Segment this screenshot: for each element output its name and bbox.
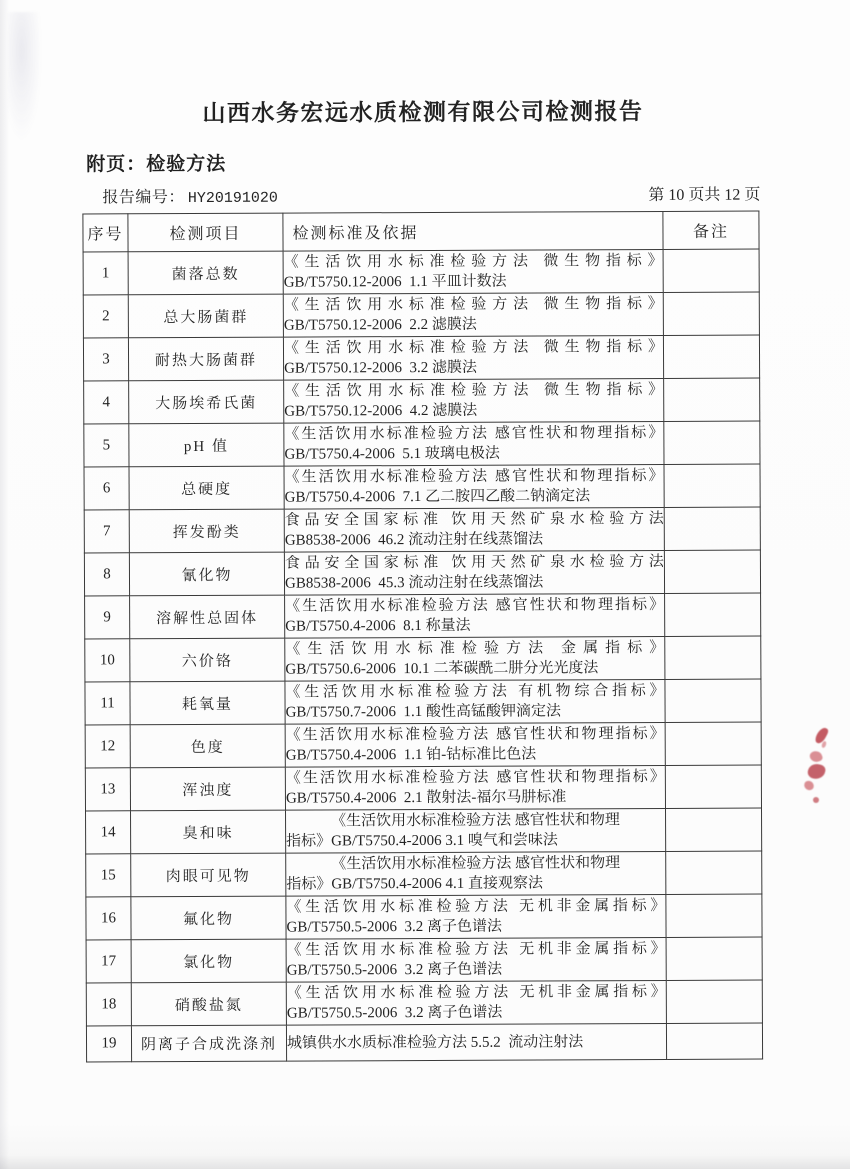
standard-line1: 《生活饮用水标准检验方法 感官性状和物理 (331, 855, 621, 873)
remark-cell (663, 335, 759, 378)
standard-cell (285, 593, 665, 638)
standard-cell (286, 1023, 666, 1061)
page-title: 山西水务宏远水质检测有限公司检测报告 (202, 99, 644, 126)
remark-cell (665, 722, 761, 765)
table-row (84, 464, 760, 510)
standard-line2: 指标》GB/T5750.4-2006 4.1 直接观察法 (286, 875, 544, 893)
standard-cell (284, 550, 664, 595)
test-item-cell: 浑浊度 (130, 767, 285, 811)
standard-line1: 《生活饮用水标准检验方法 感官性状和物理指标》 (285, 768, 665, 787)
standard-cell (284, 507, 664, 552)
standard-cell (286, 851, 666, 896)
column-header-2: 检测标准及依据 (283, 211, 663, 251)
row-number-cell: 1 (83, 252, 128, 295)
test-item-cell: pH 值 (129, 423, 284, 467)
page-indicator: 第 10 页共 12 页 (648, 186, 761, 205)
test-item-cell: 臭和味 (131, 810, 286, 854)
standard-line2: GB8538-2006 46.2 流动注射在线蒸馏法 (284, 531, 544, 549)
remark-cell (665, 593, 761, 636)
standard-line2: GB/T5750.4-2006 1.1 铂-钴标准比色法 (285, 746, 537, 764)
table-row (85, 593, 761, 639)
standard-line2: GB/T5750.6-2006 10.1 二苯碳酰二肼分光光度法 (285, 660, 599, 678)
standard-line2: GB/T5750.5-2006 3.2 离子色谱法 (286, 1004, 503, 1022)
test-item-cell: 氟化物 (131, 896, 286, 940)
test-item-cell: 六价铬 (130, 638, 285, 682)
table-row (83, 335, 759, 381)
standard-line2: GB/T5750.7-2006 1.1 酸性高锰酸钾滴定法 (285, 703, 562, 721)
test-item-cell: 菌落总数 (128, 251, 283, 295)
remark-cell (663, 249, 759, 292)
remark-cell (666, 980, 762, 1023)
row-number-cell: 18 (86, 983, 131, 1026)
table-row (85, 636, 761, 682)
row-number-cell: 14 (86, 811, 131, 854)
test-item-cell: 色度 (130, 724, 285, 768)
remark-cell (666, 851, 762, 894)
table-row (85, 722, 761, 768)
standard-cell (286, 980, 666, 1025)
table-row (83, 292, 759, 338)
row-number-cell: 10 (85, 639, 130, 682)
row-number-cell: 19 (86, 1026, 131, 1062)
standard-cell (283, 292, 663, 337)
row-number-cell: 15 (86, 854, 131, 897)
red-ink-blot (813, 797, 819, 803)
test-item-cell: 耐热大肠菌群 (128, 337, 283, 381)
report-number (102, 184, 278, 208)
standard-line2: GB/T5750.12-2006 2.2 滤膜法 (283, 316, 477, 334)
standard-cell (285, 722, 665, 767)
standard-line2: 指标》GB/T5750.4-2006 3.1 嗅气和尝味法 (286, 832, 558, 850)
row-number-cell: 16 (86, 897, 131, 940)
row-number-cell: 3 (83, 338, 128, 381)
row-number-cell: 6 (84, 467, 129, 510)
table-row (85, 765, 761, 811)
report-number-value: HY20191020 (187, 189, 278, 208)
test-item-cell: 挥发酚类 (129, 509, 284, 553)
standard-line1: 《生活饮用水标准检验方法 感官性状和物理指标》 (284, 424, 664, 443)
row-number-cell: 7 (84, 510, 129, 553)
standard-line1: 食品安全国家标准 饮用天然矿泉水检验方法 (284, 510, 664, 529)
table-row (86, 980, 762, 1026)
standard-cell (285, 636, 665, 681)
standard-line2: GB/T5750.4-2006 7.1 乙二胺四乙酸二钠滴定法 (284, 488, 591, 506)
test-item-cell: 硝酸盐氮 (131, 982, 286, 1026)
row-number-cell: 9 (85, 596, 130, 639)
table-header-row (83, 211, 759, 252)
standard-line1: 城镇供水水质标准检验方法 5.5.2 流动注射法 (286, 1033, 584, 1052)
test-item-cell: 溶解性总固体 (130, 595, 285, 639)
standard-line2: GB/T5750.12-2006 1.1 平皿计数法 (283, 273, 507, 291)
test-item-cell: 总大肠菌群 (128, 294, 283, 338)
table-row (86, 1023, 762, 1062)
table-row (84, 550, 760, 596)
standard-line2: GB/T5750.4-2006 8.1 称量法 (285, 617, 471, 635)
standard-line2: GB/T5750.12-2006 4.2 滤膜法 (284, 402, 478, 420)
table-row (86, 894, 762, 940)
standard-cell (285, 679, 665, 724)
column-header-3: 备注 (663, 211, 759, 249)
standard-line2: GB/T5750.5-2006 3.2 离子色谱法 (286, 961, 503, 979)
column-header-0: 序号 (83, 214, 128, 252)
standard-line1: 食品安全国家标准 饮用天然矿泉水检验方法 (284, 553, 664, 572)
test-item-cell: 大肠埃希氏菌 (129, 380, 284, 424)
standard-line1: 《生活饮用水标准检验方法 感官性状和物理指标》 (284, 467, 664, 486)
remark-cell (665, 636, 761, 679)
test-item-cell: 肉眼可见物 (131, 853, 286, 897)
standard-cell (286, 808, 666, 853)
remark-cell (666, 894, 762, 937)
standard-cell (286, 937, 666, 982)
standard-cell (286, 894, 666, 939)
test-item-cell: 氯化物 (131, 939, 286, 983)
remark-cell (666, 1023, 762, 1059)
row-number-cell: 12 (85, 725, 130, 768)
standard-cell (284, 464, 664, 509)
remark-cell (664, 421, 760, 464)
standard-cell (283, 335, 663, 380)
standard-line1: 《生活饮用水标准检验方法 有机物综合指标》 (285, 682, 665, 701)
remark-cell (664, 378, 760, 421)
row-number-cell: 13 (85, 768, 130, 811)
standard-line1: 《生活饮用水标准检验方法 微生物指标》 (283, 252, 663, 271)
standard-line1: 《生活饮用水标准检验方法 微生物指标》 (284, 381, 664, 400)
test-item-cell: 阴离子合成洗涤剂 (131, 1025, 286, 1062)
methods-table (82, 211, 763, 1063)
standard-cell (284, 421, 664, 466)
table-row (84, 507, 760, 553)
test-item-cell: 氰化物 (129, 552, 284, 596)
standard-line1: 《生活饮用水标准检验方法 微生物指标》 (283, 295, 663, 314)
appendix-heading: 附页：检验方法 (86, 153, 227, 176)
standard-line1: 《生活饮用水标准检验方法 无机非金属指标》 (286, 983, 666, 1002)
standard-line2: GB/T5750.4-2006 2.1 散射法-福尔马肼标准 (285, 789, 567, 807)
standard-cell (284, 378, 664, 423)
standard-line1: 《生活饮用水标准检验方法 无机非金属指标》 (286, 897, 666, 916)
standard-line1: 《生活饮用水标准检验方法 微生物指标》 (283, 338, 664, 357)
standard-line1: 《生活饮用水标准检验方法 金属指标》 (285, 639, 665, 658)
scan-edge-shadow-bottom (0, 1155, 850, 1169)
standard-line2: GB8538-2006 45.3 流动注射在线蒸馏法 (284, 574, 544, 592)
report-number-label: 报告编号： (102, 189, 185, 207)
standard-line1: 《生活饮用水标准检验方法 感官性状和物理指标》 (285, 596, 665, 615)
row-number-cell: 4 (84, 381, 129, 424)
table-row (84, 421, 760, 467)
scan-edge-shadow-left (0, 0, 9, 1169)
remark-cell (664, 464, 760, 507)
standard-line2: GB/T5750.5-2006 3.2 离子色谱法 (286, 918, 502, 936)
remark-cell (664, 507, 760, 550)
table-row (83, 249, 759, 295)
table-row (86, 937, 762, 983)
test-item-cell: 耗氧量 (130, 681, 285, 725)
remark-cell (663, 292, 759, 335)
table-row (86, 808, 762, 854)
remark-cell (666, 937, 762, 980)
remark-cell (664, 550, 760, 593)
row-number-cell: 2 (83, 295, 128, 338)
standard-line1: 《生活饮用水标准检验方法 感官性状和物理 (331, 812, 620, 830)
standard-cell (283, 249, 663, 294)
standard-line1: 《生活饮用水标准检验方法 感官性状和物理指标》 (285, 725, 665, 744)
row-number-cell: 5 (84, 424, 129, 467)
row-number-cell: 8 (84, 553, 129, 596)
table-row (86, 851, 762, 897)
test-item-cell: 总硬度 (129, 466, 284, 510)
column-header-1: 检测项目 (128, 213, 283, 252)
standard-cell (285, 765, 665, 810)
row-number-cell: 17 (86, 940, 131, 983)
standard-line2: GB/T5750.12-2006 3.2 滤膜法 (284, 359, 478, 377)
standard-line1: 《生活饮用水标准检验方法 无机非金属指标》 (286, 940, 666, 959)
meta-row (102, 182, 760, 208)
row-number-cell: 11 (85, 682, 130, 725)
remark-cell (665, 765, 761, 808)
remark-cell (665, 679, 761, 722)
remark-cell (665, 808, 761, 851)
table-row (85, 679, 761, 725)
table-row (84, 378, 760, 424)
standard-line2: GB/T5750.4-2006 5.1 玻璃电极法 (284, 445, 500, 463)
